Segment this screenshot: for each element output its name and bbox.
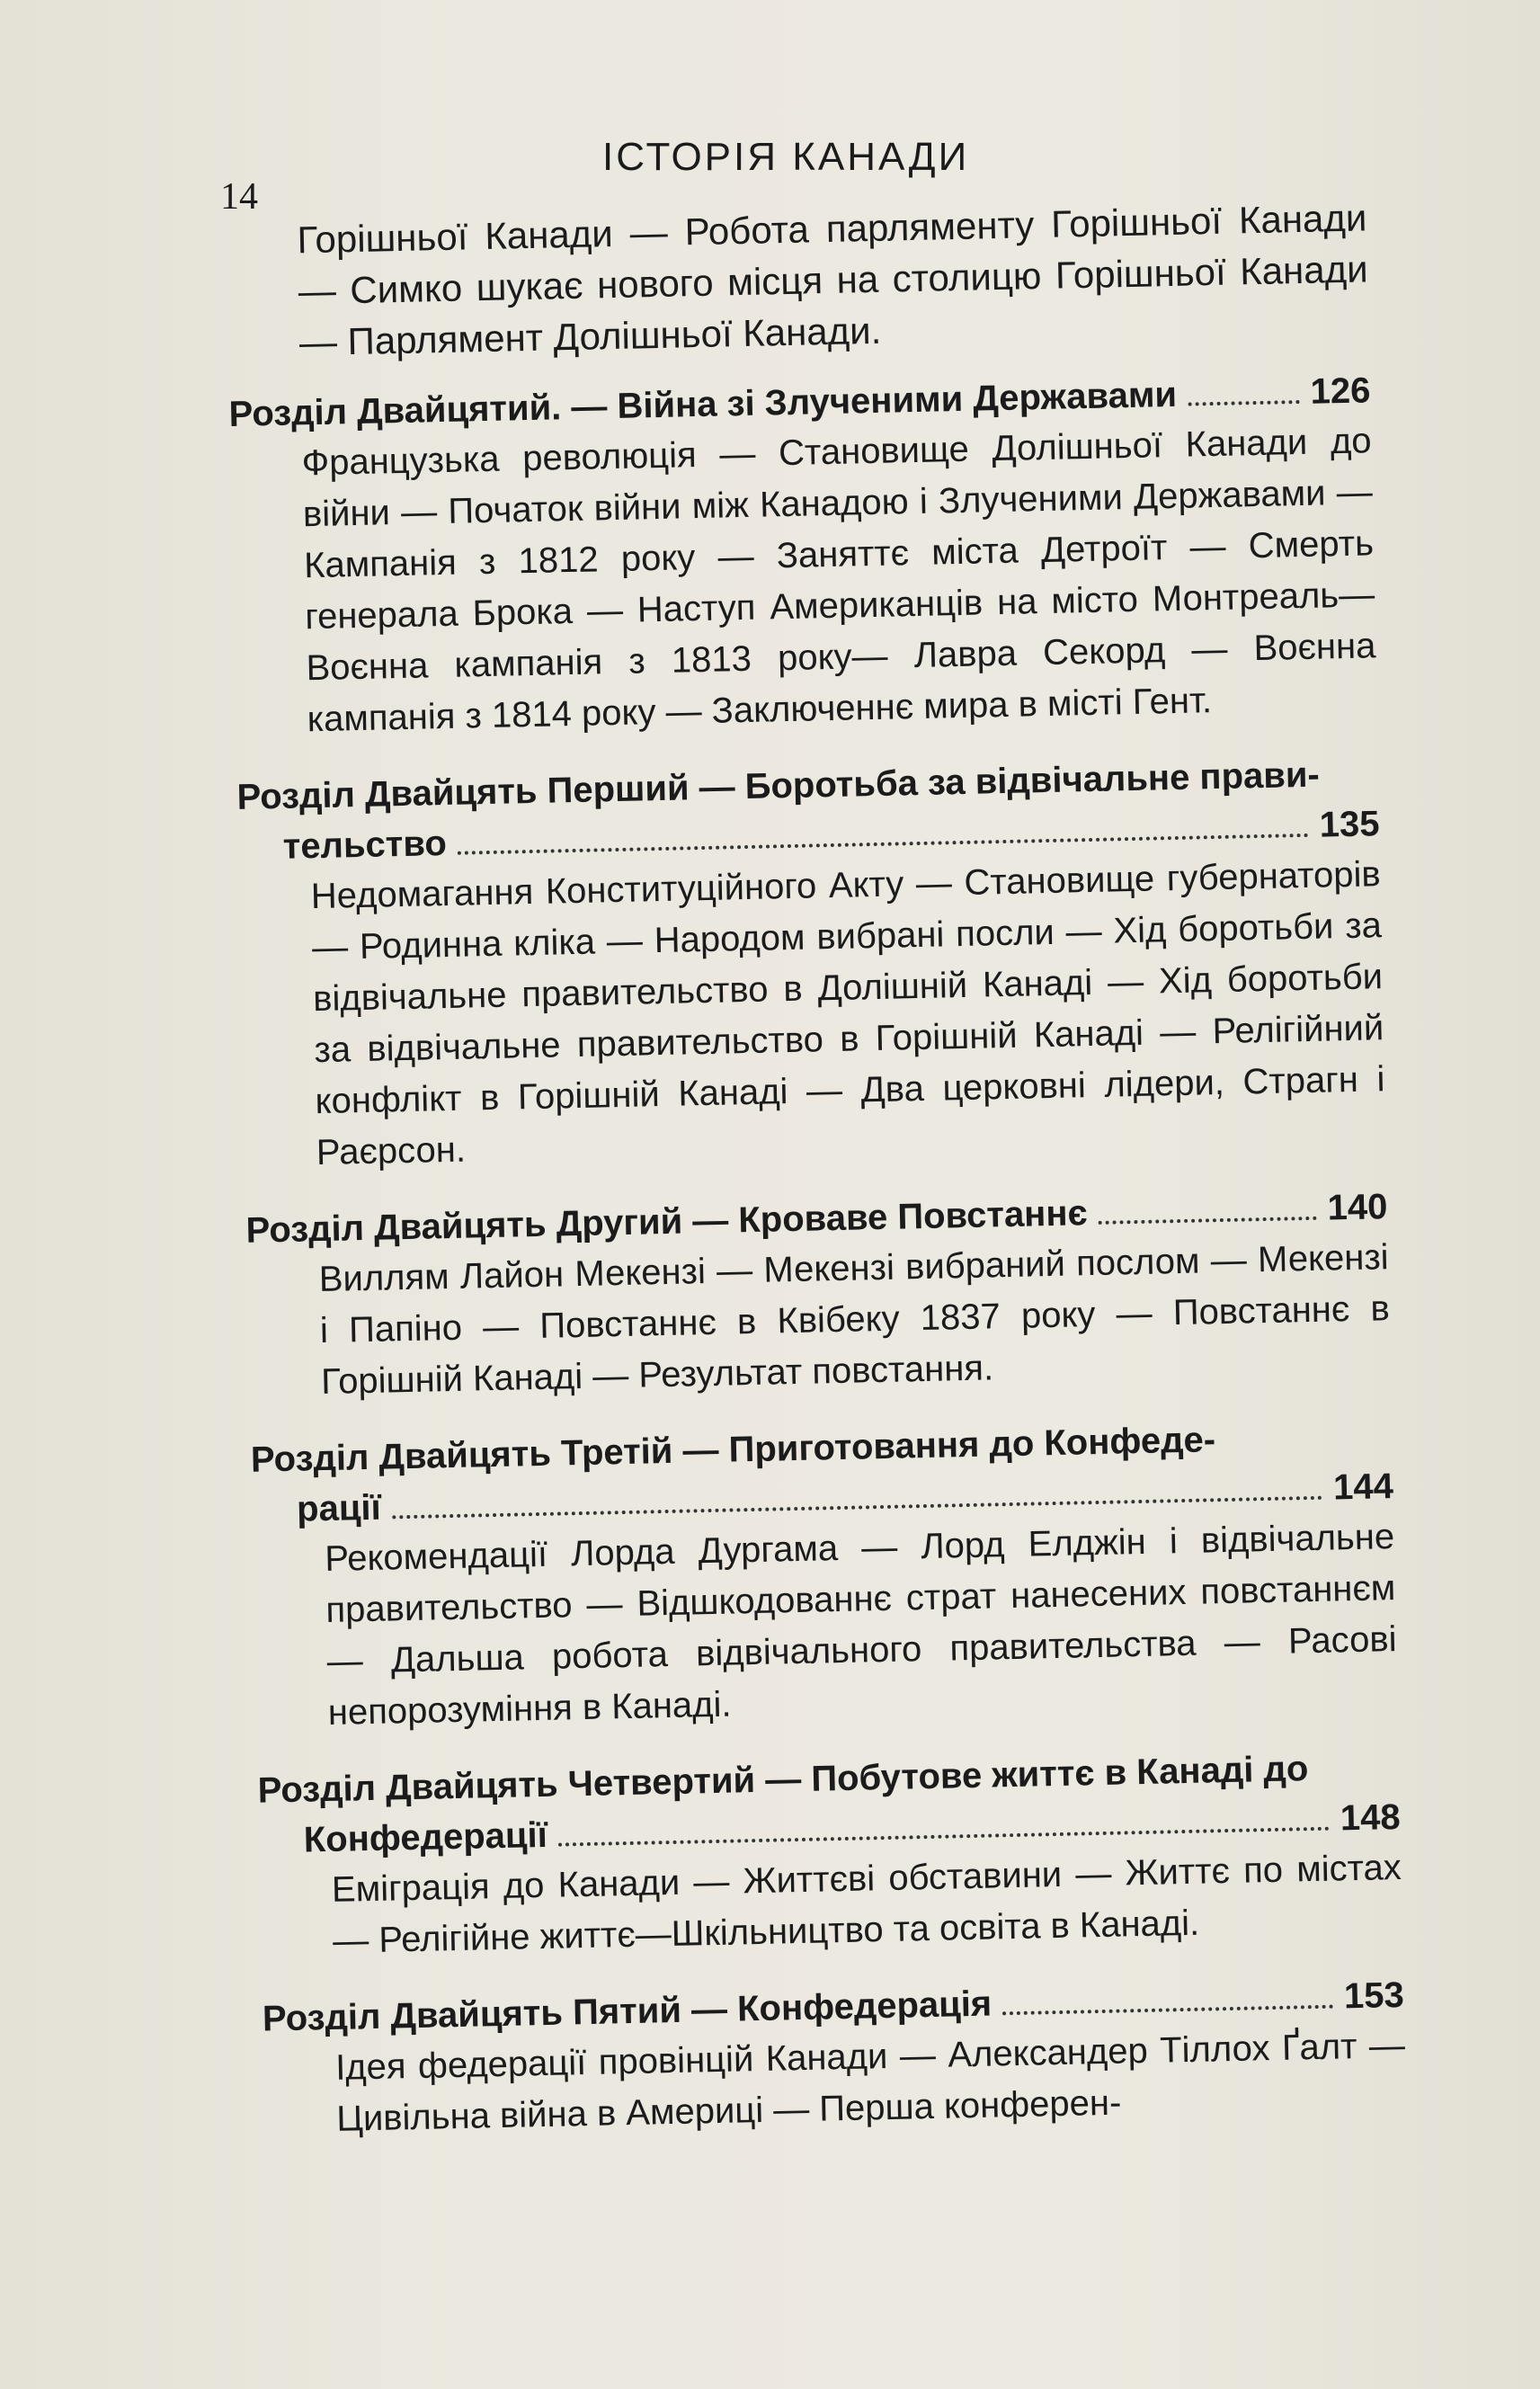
chapter-page-number: 140 — [1327, 1187, 1388, 1228]
table-of-contents — [225, 192, 1407, 2171]
chapter-summary: Недомагання Конституційного Акту — Становище губернаторів — Родинна кліка — Народом вибрані посли — Хід боротьби за відвічальне правительство в Долішній Канаді — Хід боротьби за відвічальне правительство в Горішній Канаді — Релігійний конфлікт в Горішній Канаді — Два церковні лідери, Страгн і Раєрсон. — [310, 854, 1385, 1173]
intro-summary: Горішньої Канади — Робота парляменту Горішньої Канади — Симко шукає нового місця на столицю Горішньої Канади — Парлямент Долішньої Канади. — [297, 196, 1369, 364]
chapter-page-number: 148 — [1340, 1797, 1402, 1839]
chapter-summary: Ідея федерації провінцій Канади — Александер Тіллох Ґалт — Цивільна війна в Америці — Перша конферен- — [334, 2025, 1406, 2139]
chapter-entry — [250, 1411, 1398, 1741]
dot-leader — [1099, 1217, 1317, 1225]
chapter-entry — [262, 1970, 1406, 2147]
chapter-page-number: 126 — [1310, 370, 1371, 412]
chapter-entry — [236, 748, 1386, 1180]
chapter-title: Розділ Двайцять Четвертий — Побутове життє в Канаді до — [257, 1749, 1309, 1811]
chapter-summary: Рекомендації Лорда Дургама — Лорд Елджін і відвічальне правительство — Відшкодованнє страт нанесених повстаннєм — Дальша робота відвічального правительства — Расові непорозуміння в Канаді. — [324, 1517, 1397, 1733]
chapter-title: Розділ Двайцять Перший — Боротьба за відвічальне прави- — [236, 754, 1321, 817]
chapter-summary: Еміграція до Канади — Життєві обставини — Життє по містах — Релігійне життє—Шкільництво та освіта в Канаді. — [331, 1847, 1402, 1961]
dot-leader — [1002, 2005, 1333, 2016]
chapter-summary: Виллям Лайон Мекензі — Мекензі вибраний послом — Мекензі і Папіно — Повстаннє в Квібеку 1837 року — Повстаннє в Горішній Канаді — Результат повстання. — [318, 1237, 1391, 1403]
dot-leader — [558, 1827, 1330, 1847]
chapter-page-number: 153 — [1343, 1974, 1405, 2017]
dot-leader — [458, 833, 1309, 855]
running-title: ІСТОРІЯ КАНАДИ — [602, 135, 970, 179]
chapter-title: Розділ Двайцять Третій — Приготовання до Конфеде- — [250, 1420, 1216, 1480]
dot-leader — [1188, 400, 1300, 406]
chapter-page-number: 144 — [1332, 1466, 1394, 1508]
chapter-title: Розділ Двайцять Пятий — Конфедерація — [262, 1983, 993, 2039]
page-number: 14 — [220, 176, 258, 218]
chapter-summary: Французька революція — Становище Долішньої Канади до війни — Початок війни між Канадою і Злученими Державами — Кампанія з 1812 року — Заняттє міста Детроїт — Смерть генерала Брока — Наступ Американців на місто Монтреаль—Воєнна кампанія з 1813 року— Лавра Секорд — Воєнна кампанія з 1814 року — Заключеннє мира в місті Гент. — [301, 421, 1376, 740]
chapter-title-continuation: рації — [296, 1487, 382, 1529]
chapter-entry — [245, 1181, 1391, 1410]
chapter-entry — [228, 365, 1377, 747]
chapter-title-continuation: тельство — [282, 823, 448, 867]
chapter-title: Розділ Двайцятий. — Війна зі Злученими Державами — [228, 374, 1178, 434]
chapter-entry — [257, 1742, 1402, 1969]
chapter-title: Розділ Двайцять Другий — Кроваве Повстаннє — [245, 1193, 1089, 1251]
chapter-title-continuation: Конфедерації — [303, 1814, 548, 1860]
chapter-page-number: 135 — [1319, 804, 1380, 845]
